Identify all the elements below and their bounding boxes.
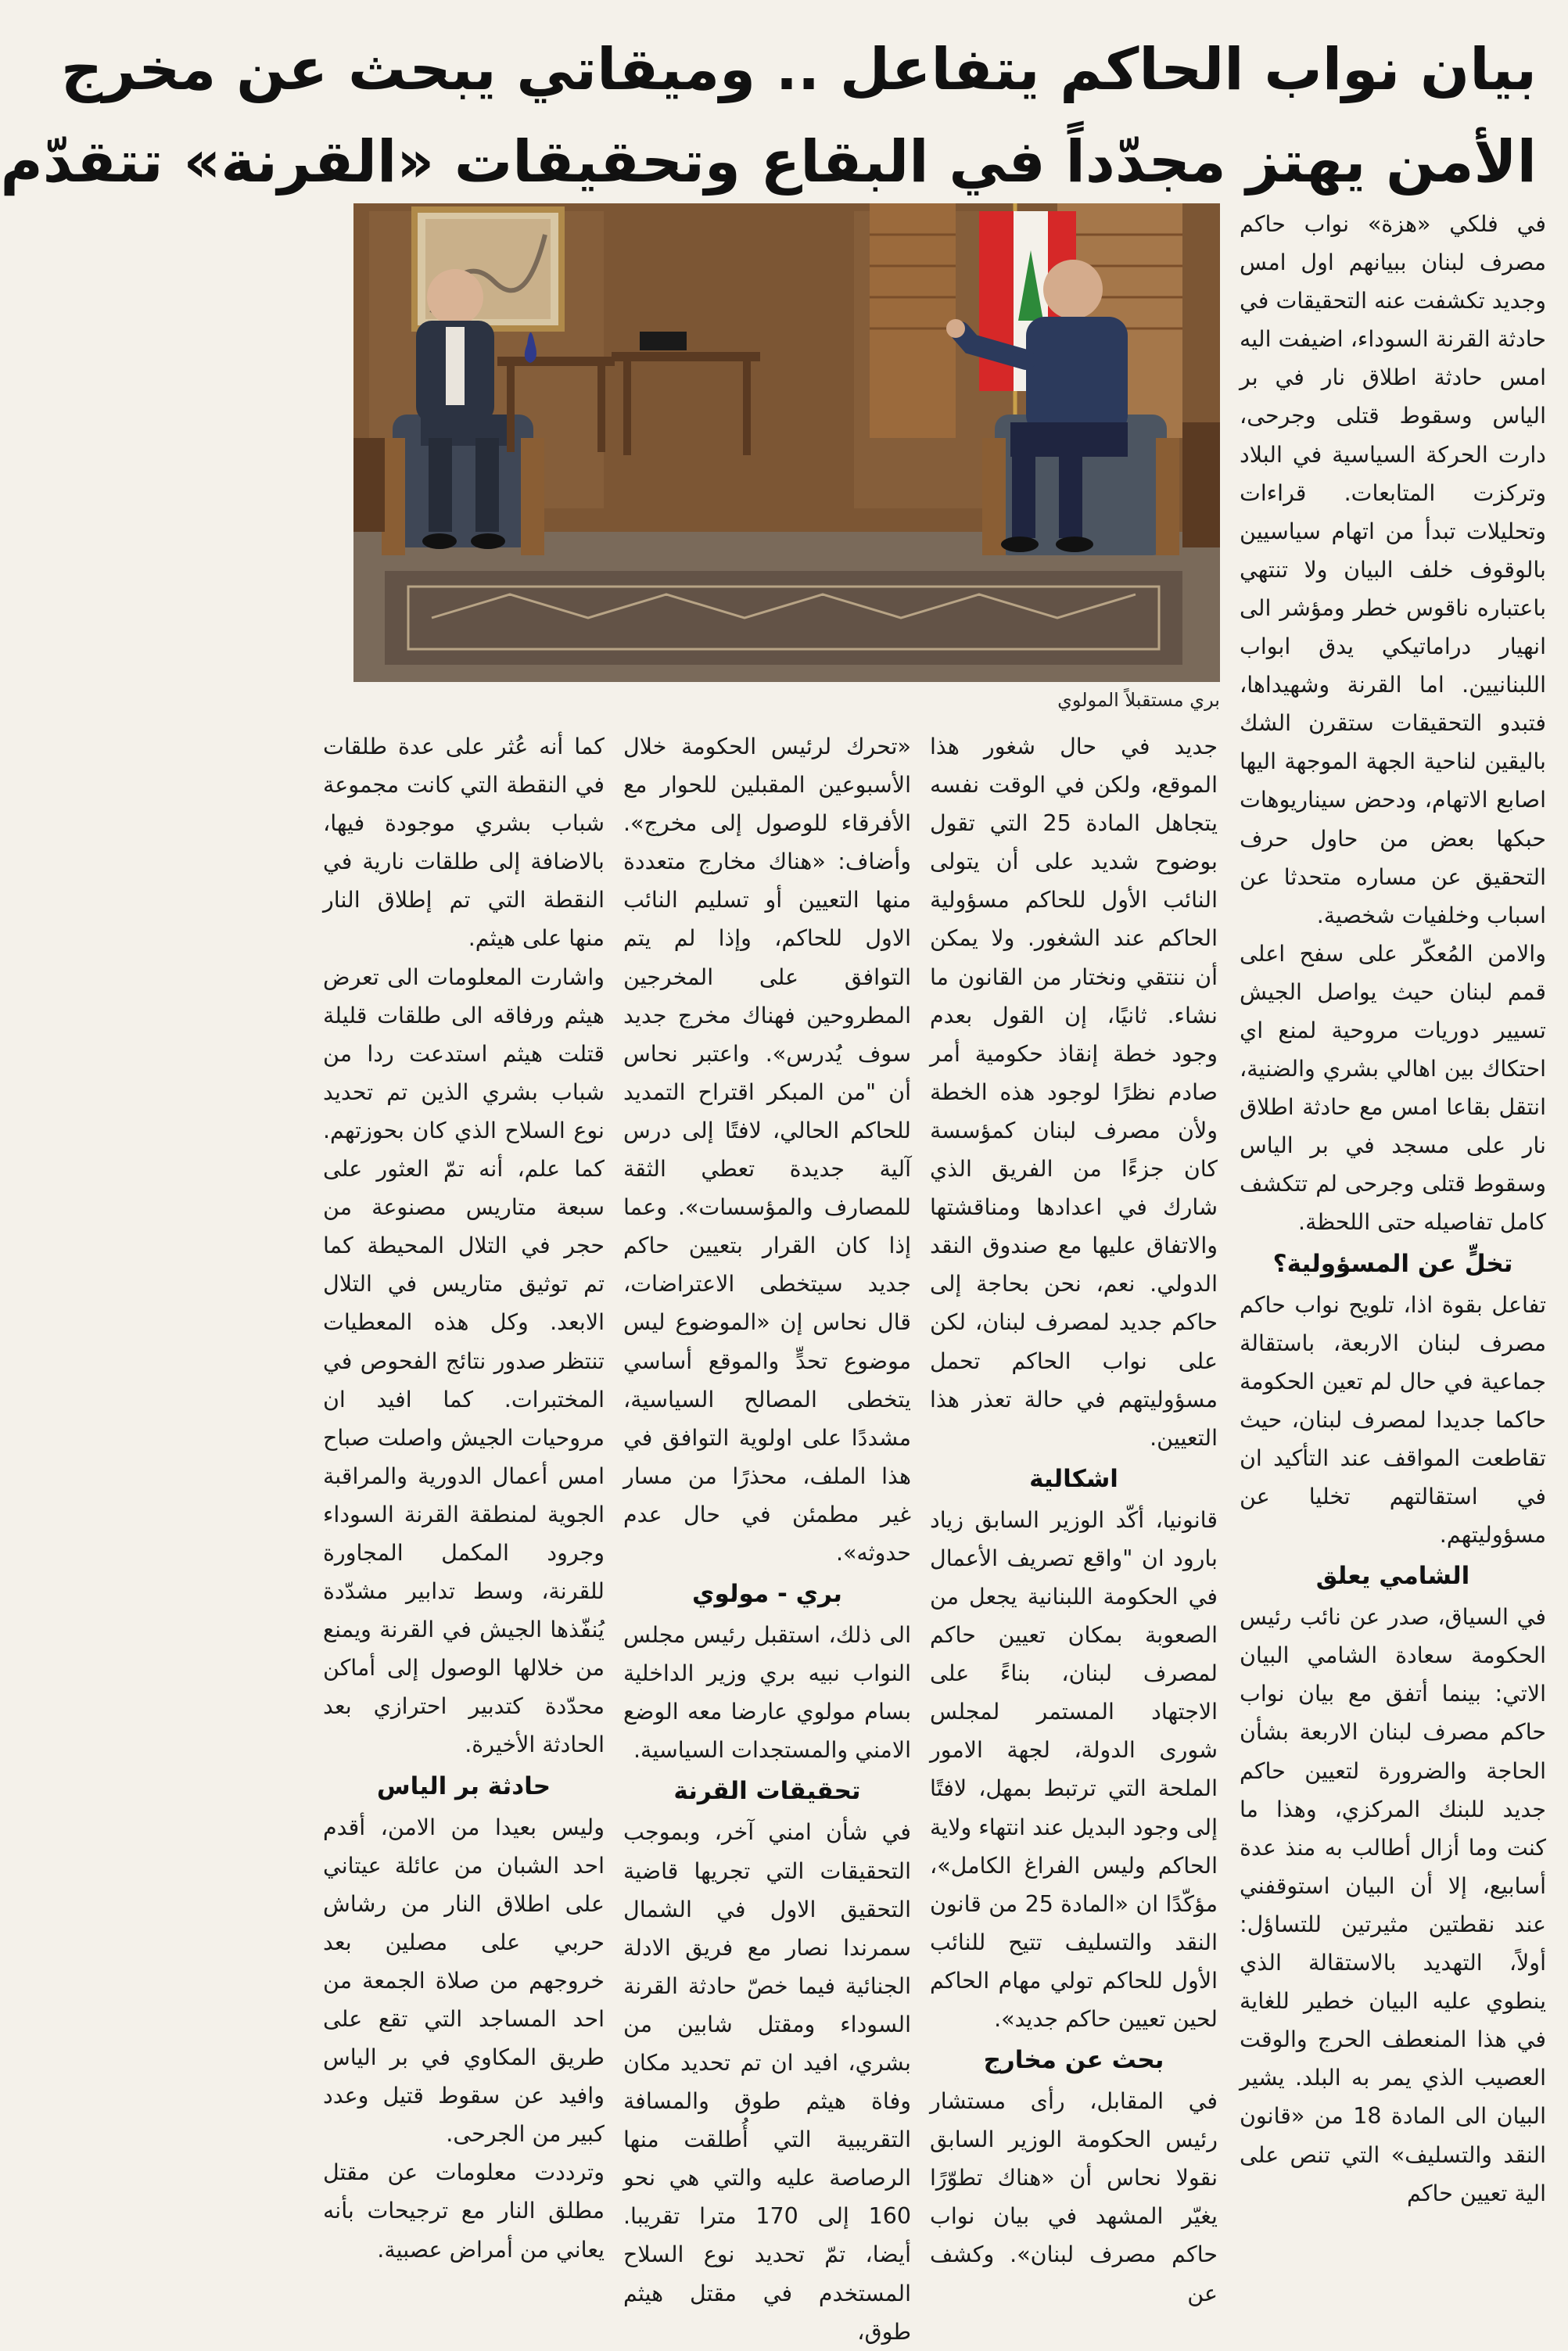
subheading: تحقيقات القرنة [673,1777,861,1806]
paragraph: في فلكي «هزة» نواب حاكم مصرف لبنان ببيانهم اول امس وجديد تكشفت عنه التحقيقات في حادثة القرنة السوداء، اضيفت اليه امس حادثة اطلاق نار في بر الياس وسقوط قتلى وجرحى، دارت الحركة السياسية في البلاد وتركزت المتابعات. قراءات وتحليلات تبدأ من اتهام سياسيين بالوقوف خلف البيان ولا تنتهي باعتباره ناقوس خطر ومؤشر الى انهيار دراماتيكي يدق ابواب اللبنانيين. اما القرنة وشهيداها، فتبدو التحقيقات ستقرن الشك باليقين لناحية الجهة الموجهة اليها اصابع الاتهام، ودحض سيناريوهات حبكها بعض من حاول حرف التحقيق عن مساره متحدثا عن اسباب وخلفيات شخصية. [1240,211,1546,928]
paragraph: وليس بعيدا من الامن، أقدم احد الشبان من عائلة عيتاني على اطلاق النار من رشاش حربي على مصلين بعد خروجهم من صلاة الجمعة من احد المساجد التي تقع على طريق المكاوي في بر الياس وافيد عن سقوط قتيل وعدد كبير من الجرحى. [323,1814,605,2148]
subheading: الشامي يعلق [1315,1562,1470,1591]
news-photo [353,203,1220,682]
paragraph: في المقابل، رأى مستشار رئيس الحكومة الوزير السابق نقولا نحاس أن «هناك تطوّرًا يغيّر المشهد في بيان نواب حاكم مصرف لبنان». وكشف عن [930,2088,1218,2306]
subheading: حادثة بر الياس [376,1771,551,1800]
headline-line-1: بيان نواب الحاكم يتفاعل .. وميقاتي يبحث عن مخرج [60,36,1537,103]
paragraph: الى ذلك، استقبل رئيس مجلس النواب نبيه بري وزير الداخلية بسام مولوي عارضا معه الوضع الامني والمستجدات السياسية. [623,1622,911,1764]
paragraph: في السياق، صدر عن نائب رئيس الحكومة سعادة الشامي البيان الاتي: بينما أتفق مع بيان نواب حاكم مصرف لبنان الاربعة بشأن الحاجة والضرورة لتعيين حاكم جديد للبنك المركزي، وهذا ما كنت وما أزال أطالب به منذ عدة أسابيع، إلا أن البيان استوقفني عند نقطتين مثيرتين للتساؤل: أولاً، التهديد بالاستقالة الذي ينطوي عليه البيان خطير للغاية في هذا المنعطف الحرج والوقت العصيب الذي يمر به البلد. يشير البيان الى المادة 18 من «قانون النقد والتسليف» التي تنص على الية تعيين حاكم [1240,1604,1546,2206]
paragraph: قانونيا، أكّد الوزير السابق زياد بارود ان "واقع تصريف الأعمال في الحكومة اللبنانية يجعل من الصعوبة بمكان تعيين حاكم لمصرف لبنان، بناءً على الاجتهاد المستمر لمجلس شورى الدولة، لجهة الامور الملحة التي ترتبط بمهل، لافتًا إلى وجود البديل عند انتهاء ولاية الحاكم وليس الفراغ الكامل»، مؤكّدًا ان «المادة 25 من قانون النقد والتسليف تتيح للنائب الأول للحاكم تولي مهام الحاكم لحين تعيين حاكم جديد». [930,1506,1218,2032]
column-2 [930,727,1218,2306]
paragraph: كما أنه عُثر على عدة طلقات في النقطة التي كانت مجموعة شباب بشري موجودة فيها، بالاضافة إلى طلقات نارية في النقطة التي تم إطلاق النار منها على هيثم. [323,734,605,952]
headline-line-2: الأمن يهتز مجدّداً في البقاع وتحقيقات «القرنة» تتقدّم [0,128,1537,196]
column-1 [1240,205,1546,2206]
paragraph: جديد في حال شغور هذا الموقع، ولكن في الوقت نفسه يتجاهل المادة 25 التي تقول بوضوح شديد على أن يتولى النائب الأول للحاكم مسؤولية الحاكم عند الشغور. ولا يمكن أن ننتقي ونختار من القانون ما نشاء. ثانيًا، إن القول بعدم وجود خطة إنقاذ حكومية أمر صادم نظرًا لوجود هذه الخطة ولأن مصرف لبنان كمؤسسة كان جزءًا من الفريق الذي شارك في اعدادها ومناقشتها والاتفاق عليها مع صندوق النقد الدولي. نعم، نحن بحاجة إلى حاكم جديد لمصرف لبنان، لكن على نواب الحاكم تحمل مسؤوليتهم في حالة تعذر هذا التعيين. [930,734,1218,1451]
photo-caption: بري مستقبلاً المولوي [1057,689,1220,711]
paragraph: وترددت معلومات عن مقتل مطلق النار مع ترجيحات بأنه يعاني من أمراض عصبية. [323,2159,605,2263]
subheading: بحث عن مخارج [983,2046,1164,2075]
paragraph: تفاعل بقوة اذا، تلويح نواب حاكم مصرف لبنان الاربعة، باستقالة جماعية في حال لم تعين الحكومة حاكما جديدا لمصرف لبنان، حيث تقاطعت المواقف عند التأكيد ان في استقالتهم تخليا عن مسؤوليتهم. [1240,1291,1546,1549]
paragraph: واشارت المعلومات الى تعرض هيثم ورفاقه الى طلقات قليلة قتلت هيثم استدعت ردا من شباب بشري الذين تم تحديد نوع السلاح الذي كان بحوزتهم. كما علم، أنه تمّ العثور على سبعة متاريس مصنوعة من حجر في التلال المحيطة كما تم توثيق متاريس في التلال الابعد. وكل هذه المعطيات تنتظر صدور نتائج الفحوص في المختبرات. كما افيد ان مروحيات الجيش واصلت صباح امس أعمال الدورية والمراقبة الجوية لمنطقة القرنة السوداء وجرود المكمل المجاورة للقرنة، وسط تدابير مشدّدة يُنفّذها الجيش في القرنة ويمنع من خلالها الوصول إلى أماكن محدّدة كتدبير احترازي بعد الحادثة الأخيرة. [323,964,605,1758]
paragraph: «تحرك لرئيس الحكومة خلال الأسبوعين المقبلين للحوار مع الأفرقاء للوصول إلى مخرج». وأضاف: «هناك مخارج متعددة منها التعيين أو تسليم النائب الاول للحاكم، وإذا لم يتم التوافق على المخرجين المطروحين فهناك مخرج جديد سوف يُدرس». واعتبر نحاس أن "من المبكر اقتراح التمديد للحاكم الحالي، لافتًا إلى درس آلية جديدة تعطي الثقة للمصارف والمؤسسات». وعما إذا كان القرار بتعيين حاكم جديد سيتخطى الاعتراضات، قال نحاس إن «الموضوع ليس موضوع تحدٍّ والموقع أساسي يتخطى المصالح السياسية، مشددًا على اولوية التوافق في هذا الملف، محذرًا من مسار غير مطمئن في حال عدم حدوثه». [623,734,911,1566]
paragraph: والامن المُعكّر على سفح اعلى قمم لبنان حيث يواصل الجيش تسيير دوريات مروحية لمنع اي احتكاك بين اهالي بشري والضنية، انتقل بقاعا امس مع حادثة اطلاق نار على مسجد في بر الياس وسقوط قتلى وجرحى لم تتكشف كامل تفاصيله حتى اللحظة. [1240,940,1546,1236]
photo-illustration [353,203,1220,682]
paragraph: في شأن امني آخر، وبموجب التحقيقات التي تجريها قاضية التحقيق الاول في الشمال سمرندا نصار مع فريق الادلة الجنائية فيما خصّ حادثة القرنة السوداء ومقتل شابين من بشري، افيد ان تم تحديد مكان وفاة هيثم طوق والمسافة التقريبية التي أُطلقت منها الرصاصة عليه والتي هي نحو 160 إلى 170 مترا تقريبا. أيضا، تمّ تحديد نوع السلاح المستخدم في مقتل هيثم طوق، [623,1819,911,2345]
subheading: اشكالية [1029,1464,1118,1493]
subheading: تخلٍّ عن المسؤولية؟ [1272,1249,1513,1278]
subheading: بري - مولوي [692,1580,842,1609]
column-4 [323,727,605,2263]
headline [0,23,1537,208]
column-3 [623,727,911,2345]
